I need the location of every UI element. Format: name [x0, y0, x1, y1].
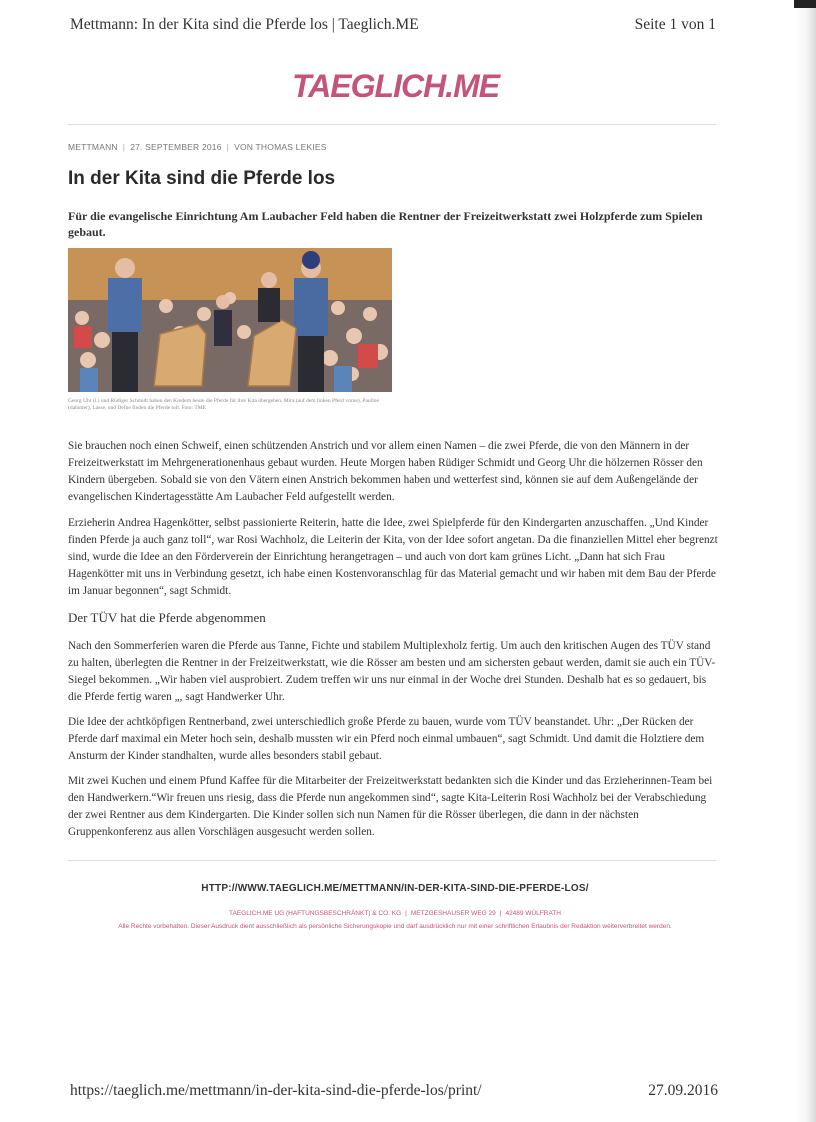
article-meta: METTMANN | 27. SEPTEMBER 2016 | VON THOMAS LEKIES — [68, 142, 327, 152]
header-divider — [68, 124, 716, 125]
company-address: METZGESHAUSER WEG 29 — [410, 910, 496, 917]
article-paragraph-3: Nach den Sommerferien waren die Pferde aus Tanne, Fichte und stabilem Multiplexholz fertig. Um auch den kritischen Augen des TÜV stand zu halten, überlegten die Rentner in der Freizeitwerkstatt, wie die Rösser am besten und am sichersten gebaut werden, damit sie auch ein TÜV-Siegel bekommen. „Wir haben viel ausprobiert. Zudem treffen wir uns nur einmal in der Woche drei Stunden. Deshalb hat es so gedauert, bis die Pferde fertig waren „, sagt Handwerker Uhr. — [68, 640, 716, 703]
article-author[interactable]: VON THOMAS LEKIES — [234, 142, 327, 152]
article-paragraph-2: Erzieherin Andrea Hagenkötter, selbst passionierte Reiterin, hatte die Idee, zwei Spielpferde für den Kindergarten anzuschaffen. „Und Kinder finden Pferde ja auch ganz toll“, war Rosi Wachholz, die Leiterin der Kita, von der Idee sofort angetan. Da die finanziellen Mittel eher begrenzt sind, wurde die Idee an den Förderverein der Einrichtung herangetragen – und auch von dort kam grünes Licht. „Dann hat sich Frau Hagenkötter mit uns in Verbindung gesetzt, ich habe einen Kostenvoranschlag für das Material gemacht und wir haben mit dem Bau der Pferde im Januar begonnen“, sagt Schmidt. — [68, 517, 718, 597]
print-header — [70, 16, 716, 34]
photo-caption: Georg Uhr (l.) und Rüdiger Schmidt haben den Kindern heute die Pferde für ihre Kita übergeben. Mira (auf dem linken Pferd vorne), Pauline (dahinter), Lasse, und Defne finden die Pferde toll. Foto: TME — [68, 398, 379, 411]
copyright-notice: Alle Rechte vorbehalten. Dieser Ausdruck dient ausschließlich als persönliche Sicherungskopie und darf ausdrücklich nur mit einer schriftlichen Erlaubnis der Redaktion weiterverbreitet werden. — [118, 923, 672, 930]
print-footer — [70, 1082, 718, 1100]
print-footer-url: https://taeglich.me/mettmann/in-der-kita-sind-die-pferde-los/print/ — [70, 1082, 482, 1099]
article-paragraph-4: Die Idee der achtköpfigen Rentnerband, zwei unterschiedlich große Pferde zu bauen, wurde vom TÜV beanstandet. Uhr: „Der Rücken der Pferde darf maximal ein Meter hoch sein, deshalb mussten wir ein Pferd noch einmal umbauen“, sagt Schmidt. Und damit die Holztiere dem Ansturm der Kinder standhalten, wurde alles besonders stabil gebaut. — [68, 716, 705, 762]
article-date: 27. SEPTEMBER 2016 — [130, 142, 222, 152]
article-title: In der Kita sind die Pferde los — [68, 168, 336, 189]
site-logo[interactable]: TAEGLICH.ME — [292, 68, 500, 104]
print-header-page: Seite 1 von 1 — [634, 16, 716, 33]
company-city: 42489 WÜLFRATH — [505, 910, 561, 917]
article-subheading: Der TÜV hat die Pferde abgenommen — [68, 610, 266, 625]
article-paragraph-1: Sie brauchen noch einen Schweif, einen schützenden Anstrich und vor allem einen Namen – die zwei Pferde, die von den Männern in der Freizeitwerkstatt im Mehrgenerationenhaus gebaut wurden. Heute Morgen haben Rüdiger Schmidt und Georg Uhr die hölzernen Rösser den Kindern übergeben. Sobald sie von den Vätern einen Anstrich bekommen haben und wetterfest sind, können sie auf dem Außengelände der evangelischen Kindertagesstätte Am Laubacher Feld aufgestellt werden. — [68, 440, 703, 503]
article-lead: Für die evangelische Einrichtung Am Laubacher Feld haben die Rentner der Freizeitwerkstatt zwei Holzpferde zum Spielen gebaut. — [68, 209, 703, 239]
article-url[interactable]: HTTP://WWW.TAEGLICH.ME/METTMANN/IN-DER-KITA-SIND-DIE-PFERDE-LOS/ — [201, 883, 589, 894]
company-info: TAEGLICH.ME UG (HAFTUNGSBESCHRÄNKT) & CO. KG | METZGESHAUSER WEG 29 | 42489 WÜLFRATH — [229, 910, 561, 917]
footer-divider — [68, 860, 716, 861]
print-header-title: Mettmann: In der Kita sind die Pferde los | Taeglich.ME — [70, 16, 419, 33]
article-paragraph-5: Mit zwei Kuchen und einem Pfund Kaffee für die Mitarbeiter der Freizeitwerkstatt bedankten sich die Kinder und das Erzieherinnen-Team bei den Handwerkern.“Wir freuen uns riesig, dass die Pferde nun angekommen sind“, sagte Kita-Leiterin Rosi Wachholz bei der Verabschiedung der zwei Rentner aus dem Kindergarten. Die Kinder sollen sich nun Namen für die Rösser überlegen, die dann in der nächsten Gruppenkonferenz aus allen Vorschlägen ausgesucht werden sollen. — [68, 775, 713, 838]
article-section[interactable]: METTMANN — [68, 142, 118, 152]
company-name: TAEGLICH.ME UG (HAFTUNGSBESCHRÄNKT) & CO. KG — [229, 910, 402, 917]
article-photo — [68, 248, 392, 392]
scan-edge — [796, 0, 816, 1122]
print-footer-date: 27.09.2016 — [648, 1082, 718, 1099]
scan-corner — [794, 0, 816, 8]
